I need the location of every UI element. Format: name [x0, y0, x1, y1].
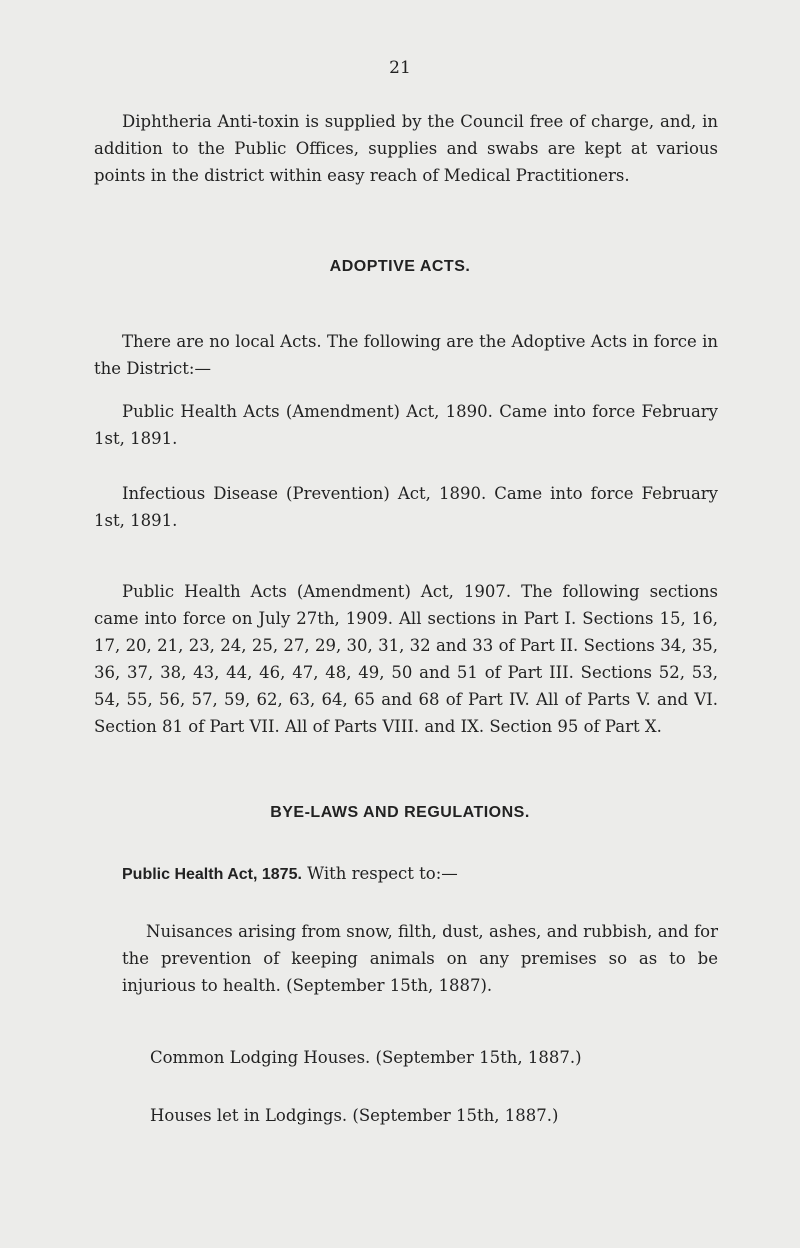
act-1907-sections: Public Health Acts (Amendment) Act, 1907. The following sections came into force on July 27th, 1909. All sections in Part I. Sections 15, 16, 17, 20, 21, 23, 24, 25, 27, 29, 30, 31, 32 and 33 of Part II. Sections 34, 35, 36, 37, 38, 43, 44, 46, 47, 48, 49, 50 and 51 of Part III. Sections 52, 53, 54, 55, 56, 57, 59, 62, 63, 64, 65 and 68 of Part IV. All of Parts V. and VI. Section 81 of Part VII. All of Parts VIII. and IX. Section 95 of Part X.	[94, 582, 718, 736]
act-1890-infectious-disease: Infectious Disease (Prevention) Act, 1890. Came into force February 1st, 1891.	[94, 484, 718, 530]
page-number: 21	[389, 58, 411, 78]
lodging-houses-line: Common Lodging Houses. (September 15th, 1887.)	[150, 1048, 582, 1067]
houses-let-line: Houses let in Lodgings. (September 15th, 1887.)	[150, 1106, 559, 1125]
act-suffix: With respect to:—	[301, 864, 458, 883]
adoptive-acts-heading: ADOPTIVE ACTS.	[329, 258, 471, 275]
bye-laws-heading: BYE-LAWS AND REGULATIONS.	[270, 804, 530, 821]
public-health-act-1875-line	[122, 860, 722, 888]
act-1890-amendment: Public Health Acts (Amendment) Act, 1890. Came into force February 1st, 1891.	[94, 402, 718, 448]
act-title: Public Health Act, 1875.	[122, 866, 302, 883]
nuisances-paragraph: Nuisances arising from snow, filth, dust, ashes, and rubbish, and for the prevention of keeping animals on any premises so as to be injurious to health. (September 15th, 1887).	[122, 922, 718, 995]
intro-paragraph: Diphtheria Anti-toxin is supplied by the Council free of charge, and, in addition to the Public Offices, supplies and swabs are kept at various points in the district within easy reach of Medical Practitioners.	[94, 112, 718, 185]
adoptive-acts-intro: There are no local Acts. The following are the Adoptive Acts in force in the District:—	[94, 332, 718, 378]
